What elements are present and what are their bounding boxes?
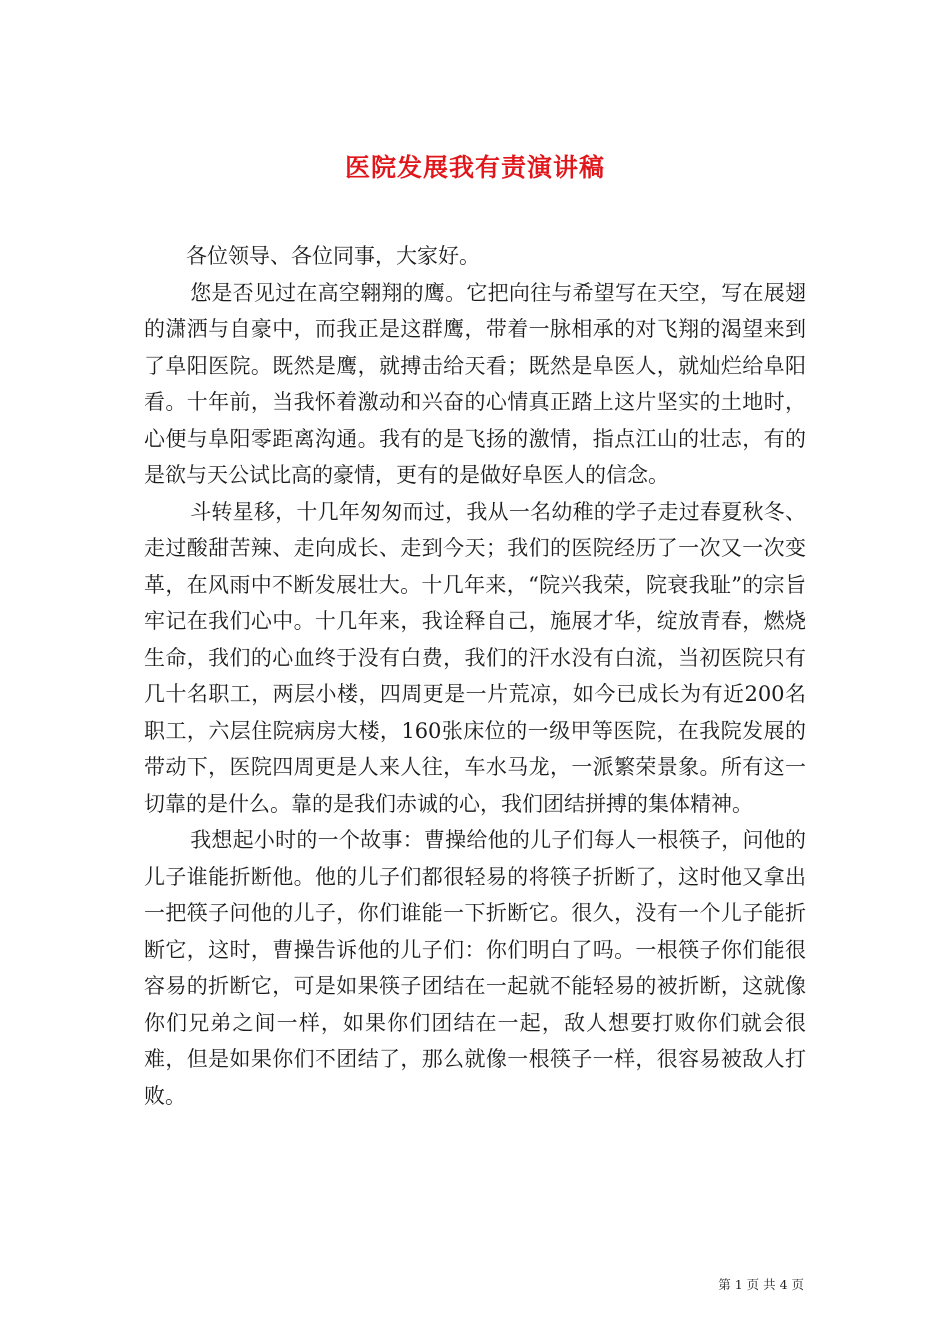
page-number-footer: 第 1 页 共 4 页 <box>718 1277 804 1292</box>
document-body <box>144 238 806 1114</box>
body-paragraph-1: 您是否见过在高空翱翔的鹰。它把向往与希望写在天空，写在展翅的潇洒与自豪中，而我正是这群鹰，带着一脉相承的对飞翔的渴望来到了阜阳医院。既然是鹰，就搏击给天看；既然是阜医人，就灿烂给阜阳看。十年前，当我怀着激动和兴奋的心情真正踏上这片坚实的土地时，心便与阜阳零距离沟通。我有的是飞扬的激情，指点江山的壮志，有的是欲与天公试比高的豪情，更有的是做好阜医人的信念。 <box>144 280 806 487</box>
document-title: 医院发展我有责演讲稿 <box>344 152 605 182</box>
body-paragraph-3: 我想起小时的一个故事：曹操给他的儿子们每人一根筷子，问他的儿子谁能折断他。他的儿子们都很轻易的将筷子折断了，这时他又拿出一把筷子问他的儿子，你们谁能一下折断它。很久，没有一个儿子能折断它，这时，曹操告诉他的儿子们：你们明白了吗。一根筷子你们能很容易的折断它，可是如果筷子团结在一起就不能轻易的被折断，这就像你们兄弟之间一样，如果你们团结在一起，敌人想要打败你们就会很难，但是如果你们不团结了，那么就像一根筷子一样，很容易被敌人打败。 <box>144 828 806 1108</box>
greeting-paragraph: 各位领导、各位同事，大家好。 <box>186 244 480 268</box>
body-paragraph-2: 斗转星移，十几年匆匆而过，我从一名幼稚的学子走过春夏秋冬、走过酸甜苦辣、走向成长、走到今天；我们的医院经历了一次又一次变革，在风雨中不断发展壮大。十几年来，“院兴我荣，院衰我耻”的宗旨牢记在我们心中。十几年来，我诠释自己，施展才华，绽放青春，燃烧生命，我们的心血终于没有白费，我们的汗水没有白流，当初医院只有几十名职工，两层小楼，四周更是一片荒凉，如今已成长为有近200名职工，六层住院病房大楼，160张床位的一级甲等医院，在我院发展的带动下，医院四周更是人来人往，车水马龙，一派繁荣景象。所有这一切靠的是什么。靠的是我们赤诚的心，我们团结拼搏的集体精神。 <box>144 499 806 816</box>
